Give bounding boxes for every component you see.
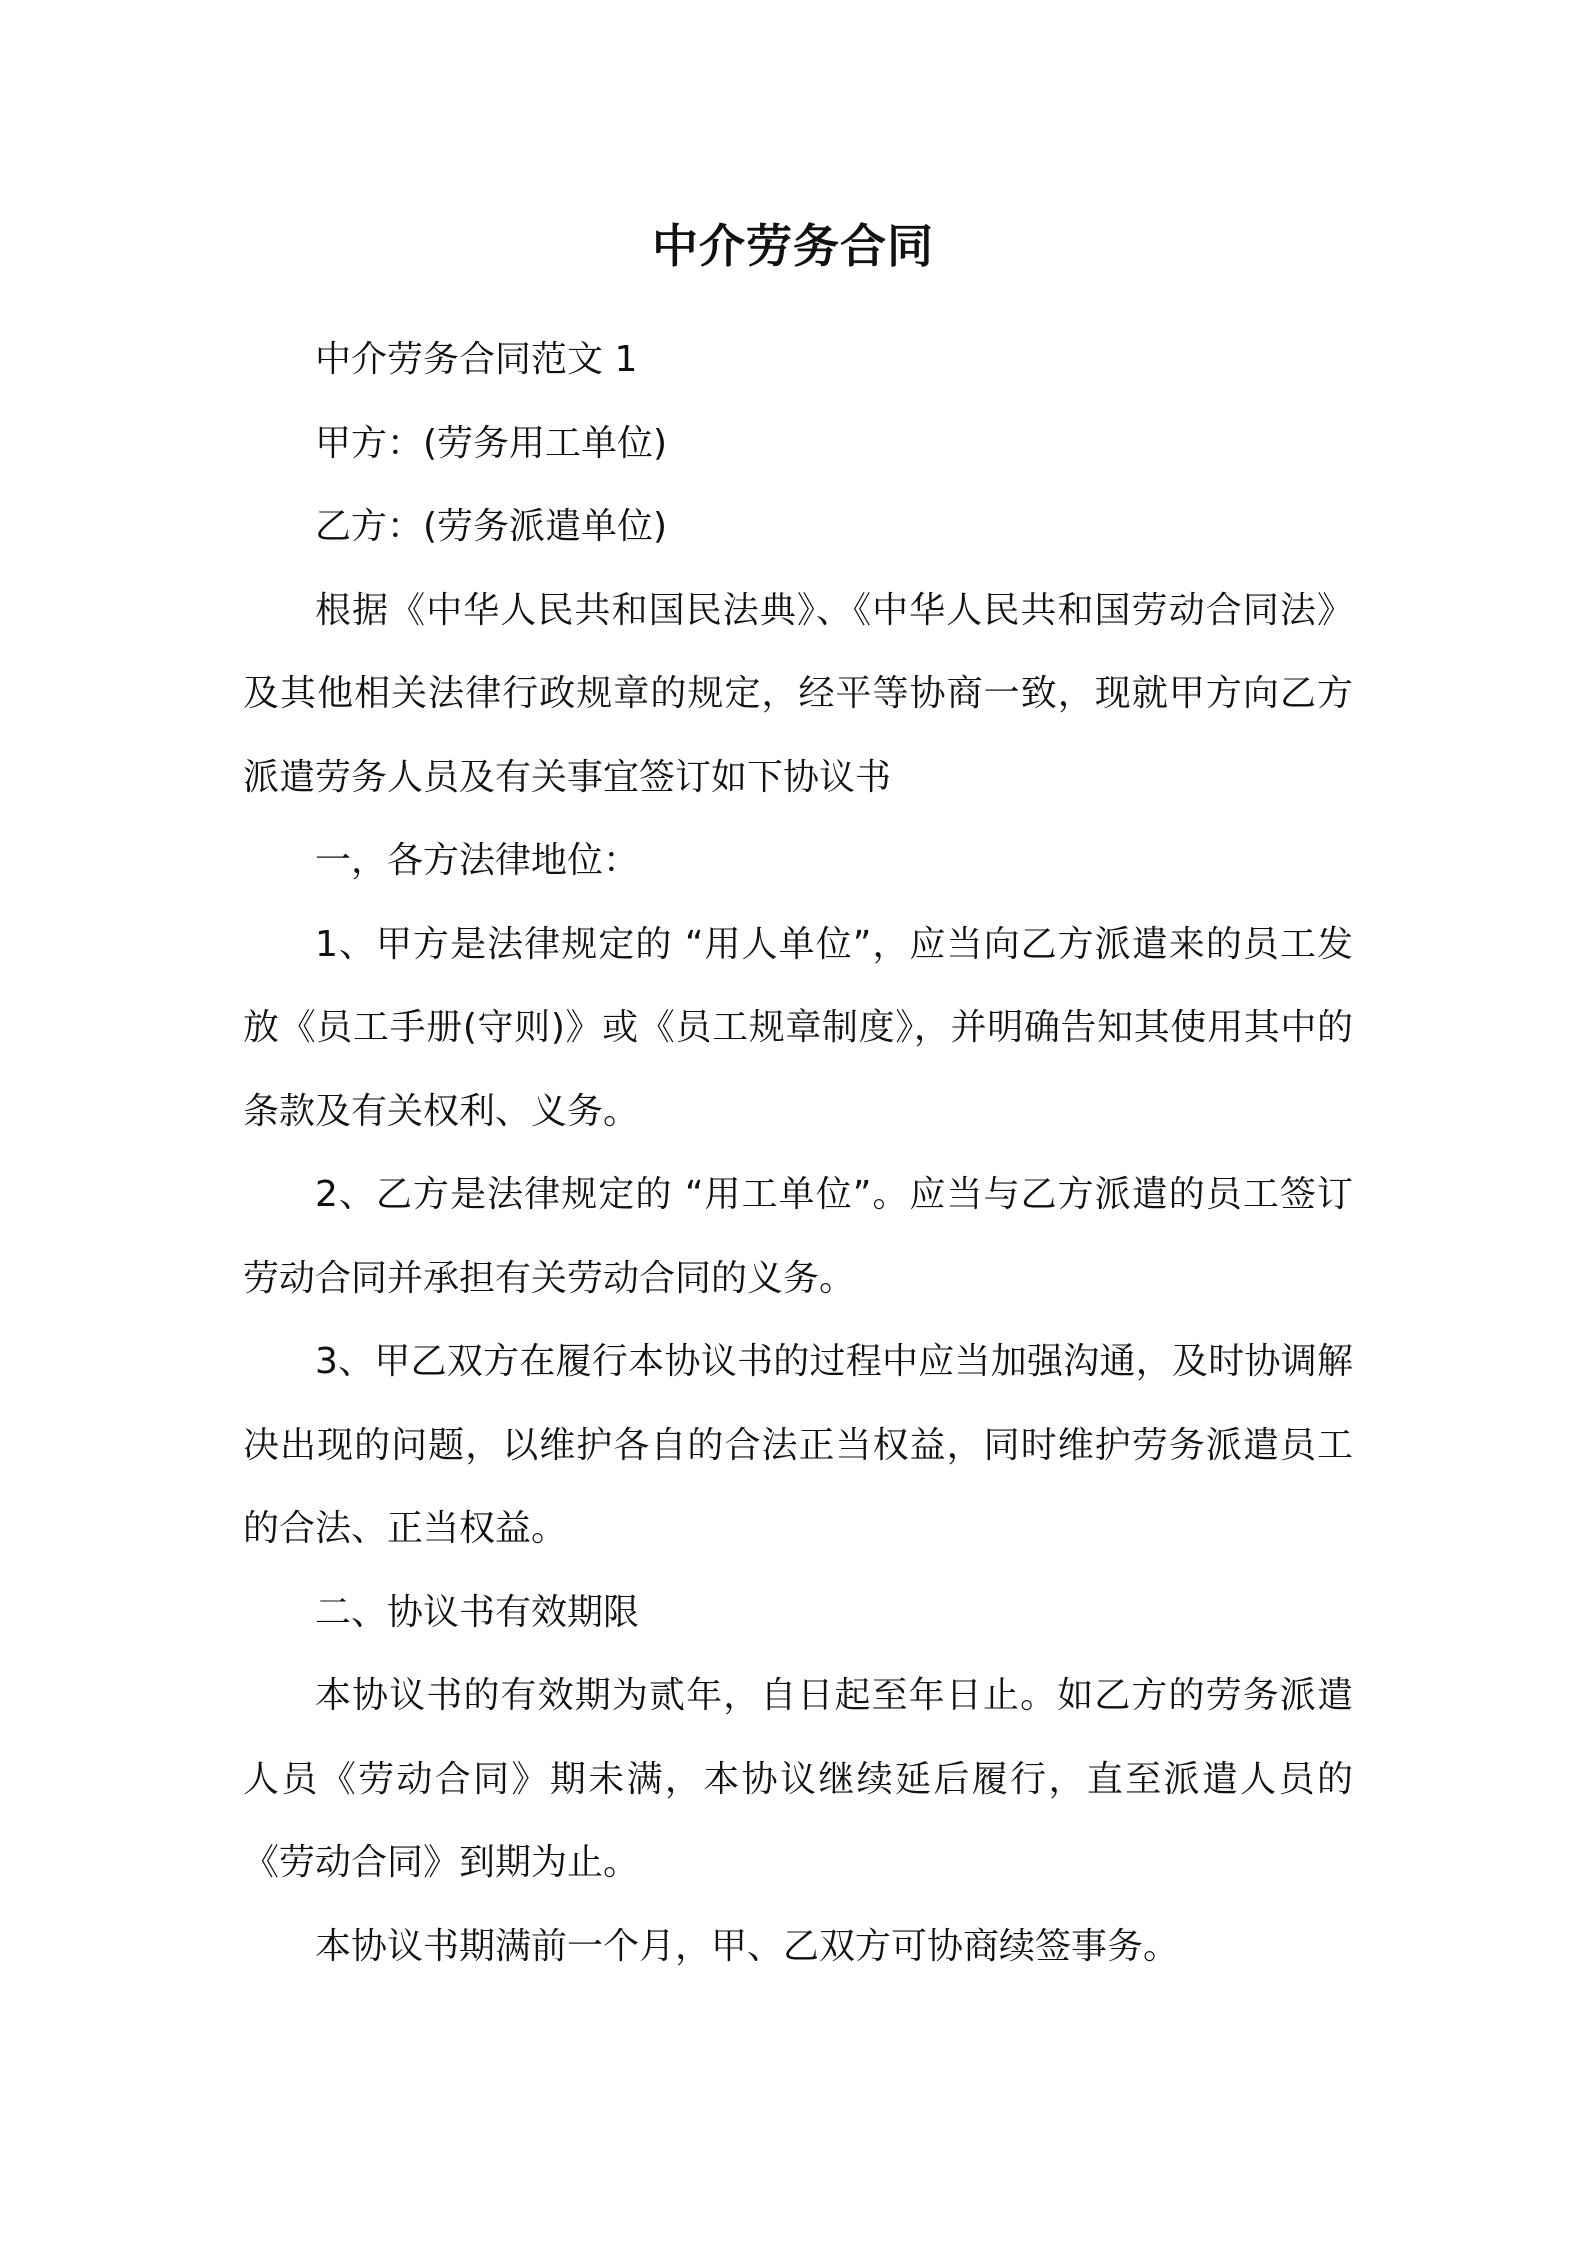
validity-paragraph: 本协议书的有效期为贰年，自日起至年日止。如乙方的劳务派遣人员《劳动合同》期未满，本协议继续延后履行，直至派遣人员的《劳动合同》到期为止。 bbox=[243, 1675, 1353, 1883]
document-title: 中介劳务合同 bbox=[652, 219, 934, 273]
preamble-paragraph: 根据《中华人民共和国民法典》、《中华人民共和国劳动合同法》及其他相关法律行政规章的规定，经平等协商一致，现就甲方向乙方派遣劳务人员及有关事宜签订如下协议书 bbox=[243, 589, 1353, 798]
section-heading-legal-status: 一，各方法律地位： bbox=[315, 840, 640, 881]
clause-3-paragraph: 3、甲乙双方在履行本协议书的过程中应当加强沟通，及时协调解决出现的问题，以维护各自的合法正当权益，同时维护劳务派遣员工的合法、正当权益。 bbox=[243, 1341, 1353, 1549]
contract-subtitle: 中介劳务合同范文 1 bbox=[315, 339, 638, 380]
clause-1-paragraph: 1、甲方是法律规定的 “用人单位”，应当向乙方派遣来的员工发放《员工手册(守则)》或《员工规章制度》，并明确告知其使用其中的条款及有关权利、义务。 bbox=[243, 923, 1353, 1132]
document-body bbox=[243, 318, 1353, 1988]
party-b-line: 乙方：(劳务派遣单位) bbox=[315, 506, 668, 547]
renewal-paragraph: 本协议书期满前一个月，甲、乙双方可协商续签事务。 bbox=[315, 1925, 1180, 1967]
section-heading-validity: 二、协议书有效期限 bbox=[315, 1591, 640, 1633]
clause-2-paragraph: 2、乙方是法律规定的 “用工单位”。应当与乙方派遣的员工签订劳动合同并承担有关劳动合同的义务。 bbox=[243, 1174, 1353, 1299]
party-a-line: 甲方：(劳务用工单位) bbox=[315, 422, 668, 464]
